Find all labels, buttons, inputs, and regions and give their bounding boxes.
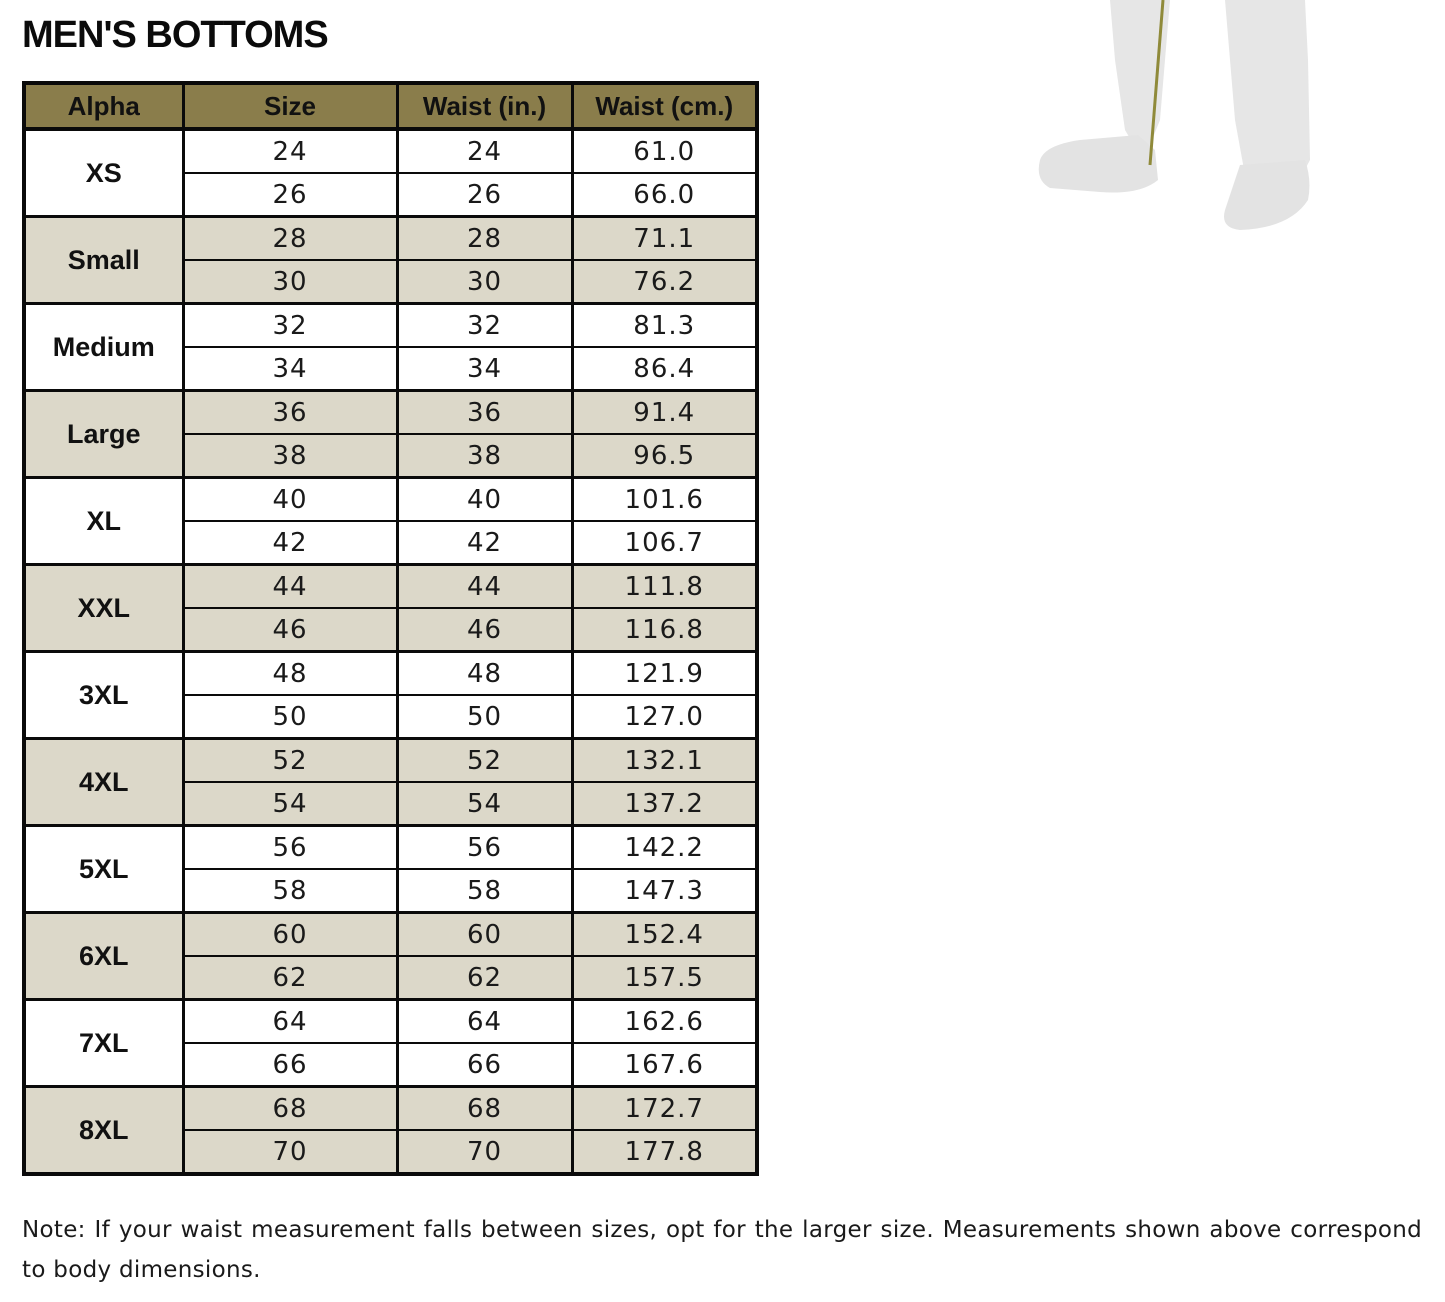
size-chart-table <box>22 81 759 1176</box>
waist-cm-cell: 91.4 <box>572 391 757 435</box>
size-cell: 34 <box>183 347 397 391</box>
size-cell: 38 <box>183 434 397 478</box>
table-row <box>24 565 757 609</box>
alpha-size-cell: 6XL <box>24 913 183 1000</box>
waist-cm-cell: 86.4 <box>572 347 757 391</box>
waist-in-cell: 24 <box>397 129 572 173</box>
waist-cm-cell: 81.3 <box>572 304 757 348</box>
size-cell: 58 <box>183 869 397 913</box>
waist-in-cell: 48 <box>397 652 572 696</box>
size-cell: 24 <box>183 129 397 173</box>
waist-cm-cell: 101.6 <box>572 478 757 522</box>
size-cell: 70 <box>183 1130 397 1174</box>
size-cell: 26 <box>183 173 397 217</box>
waist-in-cell: 60 <box>397 913 572 957</box>
waist-in-cell: 70 <box>397 1130 572 1174</box>
waist-cm-cell: 167.6 <box>572 1043 757 1087</box>
table-row <box>24 391 757 435</box>
waist-in-cell: 46 <box>397 608 572 652</box>
waist-cm-cell: 76.2 <box>572 260 757 304</box>
waist-in-cell: 62 <box>397 956 572 1000</box>
waist-in-cell: 66 <box>397 1043 572 1087</box>
table-row <box>24 739 757 783</box>
table-header-row <box>24 83 757 129</box>
table-row <box>24 1000 757 1044</box>
waist-cm-cell: 177.8 <box>572 1130 757 1174</box>
waist-cm-cell: 127.0 <box>572 695 757 739</box>
waist-cm-cell: 71.1 <box>572 217 757 261</box>
size-cell: 54 <box>183 782 397 826</box>
size-cell: 62 <box>183 956 397 1000</box>
waist-cm-cell: 121.9 <box>572 652 757 696</box>
waist-in-cell: 58 <box>397 869 572 913</box>
size-cell: 44 <box>183 565 397 609</box>
waist-cm-cell: 96.5 <box>572 434 757 478</box>
alpha-size-cell: Medium <box>24 304 183 391</box>
waist-in-cell: 64 <box>397 1000 572 1044</box>
waist-in-cell: 32 <box>397 304 572 348</box>
alpha-size-cell: Large <box>24 391 183 478</box>
alpha-size-cell: 7XL <box>24 1000 183 1087</box>
size-cell: 42 <box>183 521 397 565</box>
waist-cm-cell: 61.0 <box>572 129 757 173</box>
legs-silhouette <box>1039 0 1310 230</box>
header-waist-cm: Waist (cm.) <box>572 83 757 129</box>
waist-in-cell: 68 <box>397 1087 572 1131</box>
size-cell: 28 <box>183 217 397 261</box>
size-cell: 56 <box>183 826 397 870</box>
size-cell: 36 <box>183 391 397 435</box>
waist-in-cell: 26 <box>397 173 572 217</box>
model-legs-figure <box>1020 0 1330 240</box>
table-row <box>24 913 757 957</box>
alpha-size-cell: 3XL <box>24 652 183 739</box>
waist-in-cell: 30 <box>397 260 572 304</box>
waist-cm-cell: 147.3 <box>572 869 757 913</box>
waist-cm-cell: 132.1 <box>572 739 757 783</box>
table-row <box>24 478 757 522</box>
header-waist-in: Waist (in.) <box>397 83 572 129</box>
waist-cm-cell: 106.7 <box>572 521 757 565</box>
size-cell: 68 <box>183 1087 397 1131</box>
sizing-note: Note: If your waist measurement falls between sizes, opt for the larger size. Measurements shown above correspond to body dimensions. <box>22 1217 1422 1283</box>
waist-cm-cell: 137.2 <box>572 782 757 826</box>
size-cell: 48 <box>183 652 397 696</box>
table-row <box>24 129 757 173</box>
alpha-size-cell: XS <box>24 129 183 217</box>
size-cell: 46 <box>183 608 397 652</box>
size-cell: 60 <box>183 913 397 957</box>
waist-in-cell: 38 <box>397 434 572 478</box>
alpha-size-cell: XXL <box>24 565 183 652</box>
waist-in-cell: 52 <box>397 739 572 783</box>
waist-in-cell: 44 <box>397 565 572 609</box>
waist-in-cell: 28 <box>397 217 572 261</box>
size-cell: 52 <box>183 739 397 783</box>
waist-in-cell: 50 <box>397 695 572 739</box>
waist-in-cell: 42 <box>397 521 572 565</box>
waist-cm-cell: 157.5 <box>572 956 757 1000</box>
waist-cm-cell: 66.0 <box>572 173 757 217</box>
waist-in-cell: 36 <box>397 391 572 435</box>
waist-in-cell: 40 <box>397 478 572 522</box>
size-cell: 64 <box>183 1000 397 1044</box>
page-title: MEN'S BOTTOMS <box>22 14 328 56</box>
size-cell: 30 <box>183 260 397 304</box>
alpha-size-cell: Small <box>24 217 183 304</box>
waist-cm-cell: 152.4 <box>572 913 757 957</box>
table-row <box>24 826 757 870</box>
size-cell: 40 <box>183 478 397 522</box>
size-cell: 50 <box>183 695 397 739</box>
waist-cm-cell: 172.7 <box>572 1087 757 1131</box>
alpha-size-cell: 5XL <box>24 826 183 913</box>
waist-in-cell: 34 <box>397 347 572 391</box>
waist-cm-cell: 116.8 <box>572 608 757 652</box>
table-row <box>24 1087 757 1131</box>
alpha-size-cell: XL <box>24 478 183 565</box>
waist-in-cell: 56 <box>397 826 572 870</box>
size-cell: 66 <box>183 1043 397 1087</box>
waist-cm-cell: 111.8 <box>572 565 757 609</box>
waist-cm-cell: 142.2 <box>572 826 757 870</box>
size-cell: 32 <box>183 304 397 348</box>
size-table-body <box>24 129 757 1174</box>
table-row <box>24 652 757 696</box>
waist-in-cell: 54 <box>397 782 572 826</box>
waist-cm-cell: 162.6 <box>572 1000 757 1044</box>
alpha-size-cell: 4XL <box>24 739 183 826</box>
alpha-size-cell: 8XL <box>24 1087 183 1175</box>
table-row <box>24 304 757 348</box>
table-row <box>24 217 757 261</box>
header-size: Size <box>183 83 397 129</box>
header-alpha: Alpha <box>24 83 183 129</box>
